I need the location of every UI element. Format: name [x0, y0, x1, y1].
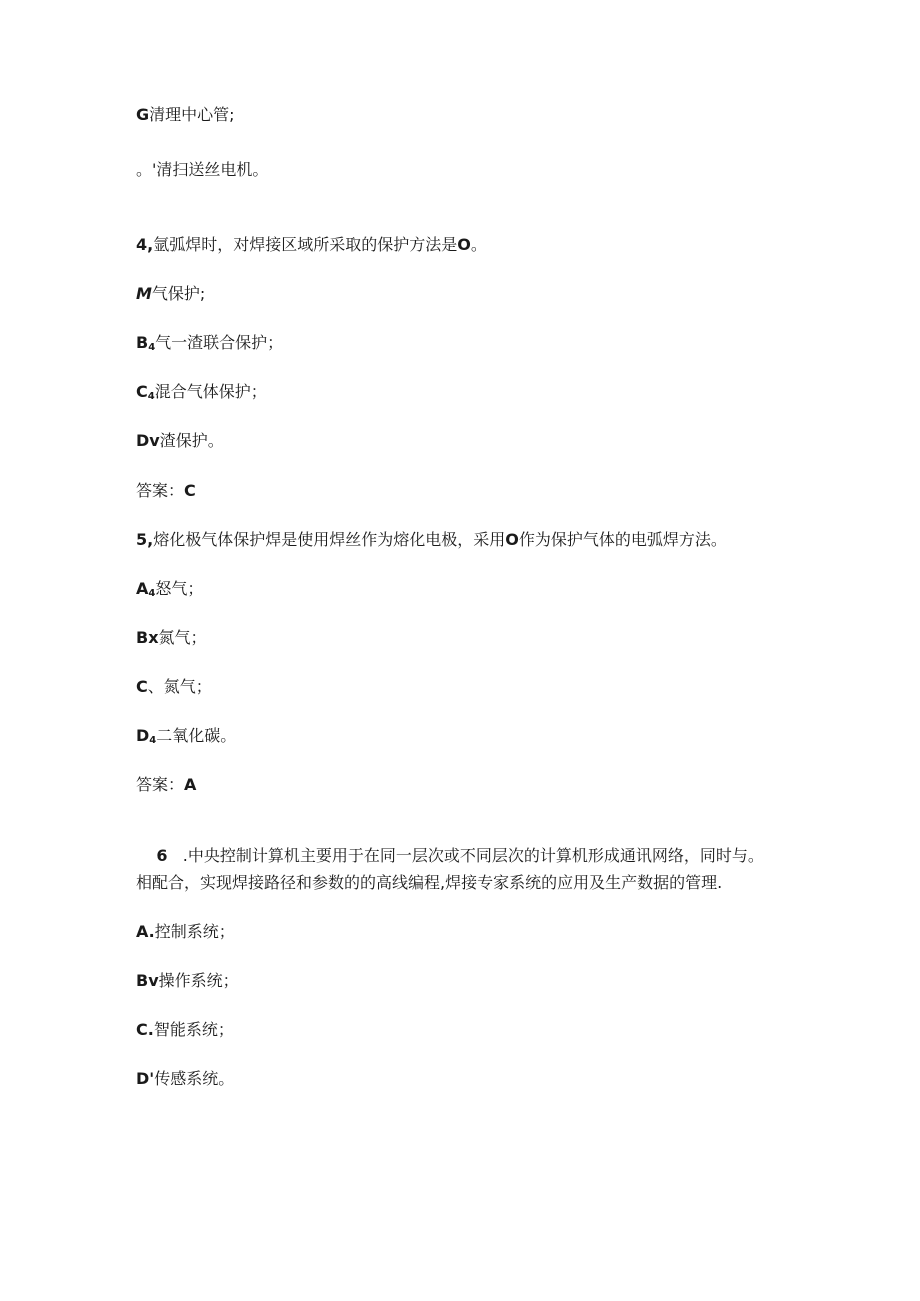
option-text: 二氧化碳。	[156, 726, 237, 745]
option-d-line	[136, 1068, 234, 1090]
answer-line	[136, 480, 196, 502]
answer-value: C	[184, 481, 196, 500]
option-letter: C	[136, 677, 148, 696]
option-d-line	[136, 725, 236, 752]
option-a-line	[136, 283, 205, 305]
answer-label: 答案：	[136, 481, 185, 500]
option-text: 混合气体保护；	[154, 382, 267, 401]
option-letter: B	[136, 333, 149, 352]
blank-marker: O	[505, 530, 519, 549]
option-text: 传感系统。	[154, 1069, 235, 1088]
option-c-line	[136, 1019, 234, 1041]
option-text: 渣保护。	[159, 431, 224, 450]
option-c-line	[136, 381, 267, 408]
answer-line	[136, 774, 196, 796]
option-letter: M	[136, 284, 152, 303]
option-b-line	[136, 332, 283, 359]
option-b-line	[136, 970, 239, 992]
option-text: 怒气；	[155, 579, 204, 598]
question-text: 熔化极气体保护焊是使用焊丝作为熔化电极，采用	[153, 530, 506, 549]
question-5	[136, 529, 727, 551]
option-sub: 4	[148, 588, 156, 599]
option-letter: C	[136, 382, 148, 401]
option-letter: Dv	[136, 431, 160, 450]
option-a-line	[136, 578, 203, 605]
question-text: 相配合，实现焊接路径和参数的的高线编程,焊接专家系统的应用及生产数据的管理.	[136, 873, 723, 892]
option-text: 。'清扫送丝电机。	[136, 160, 269, 179]
option-letter: Bv	[136, 971, 159, 990]
question-text: 氩弧焊时，对焊接区域所采取的保护方法是	[153, 235, 458, 254]
option-letter: D'	[136, 1069, 155, 1088]
option-text: 清理中心管;	[149, 105, 235, 124]
question-end: 。	[470, 235, 487, 254]
option-text: 气一渣联合保护；	[155, 333, 284, 352]
option-sub: 4	[149, 735, 157, 746]
question-number: 6	[156, 846, 168, 865]
option-text: 操作系统；	[158, 971, 239, 990]
question-4	[136, 234, 487, 256]
question-end: 作为保护气体的电弧焊方法。	[518, 530, 727, 549]
option-sub: 4	[148, 342, 156, 353]
option-letter: D	[136, 726, 150, 745]
option-text: 、氮气；	[147, 677, 212, 696]
option-text: 气保护;	[151, 284, 206, 303]
option-text: 智能系统；	[153, 1020, 234, 1039]
option-letter: G	[136, 105, 150, 124]
option-text: 控制系统；	[154, 922, 235, 941]
option-letter: C.	[136, 1020, 154, 1039]
option-letter: Bx	[136, 628, 159, 647]
blank-marker: O	[457, 235, 471, 254]
option-g-line	[136, 104, 235, 126]
option-letter: A.	[136, 922, 155, 941]
question-number: 5,	[136, 530, 154, 549]
option-b-line	[136, 627, 207, 649]
option-d-line	[136, 430, 224, 452]
answer-label: 答案：	[136, 775, 185, 794]
question-6-continued	[136, 872, 722, 894]
option-line	[136, 159, 268, 181]
option-sub: 4	[147, 391, 155, 402]
question-number: 4,	[136, 235, 154, 254]
option-a-line	[136, 921, 235, 943]
option-text: 氮气；	[158, 628, 207, 647]
option-c-line	[136, 676, 212, 698]
option-letter: A	[136, 579, 149, 598]
question-text: .中央控制计算机主要用于在同一层次或不同层次的计算机形成通讯网络，同时与。	[167, 846, 764, 865]
answer-value: A	[184, 775, 197, 794]
